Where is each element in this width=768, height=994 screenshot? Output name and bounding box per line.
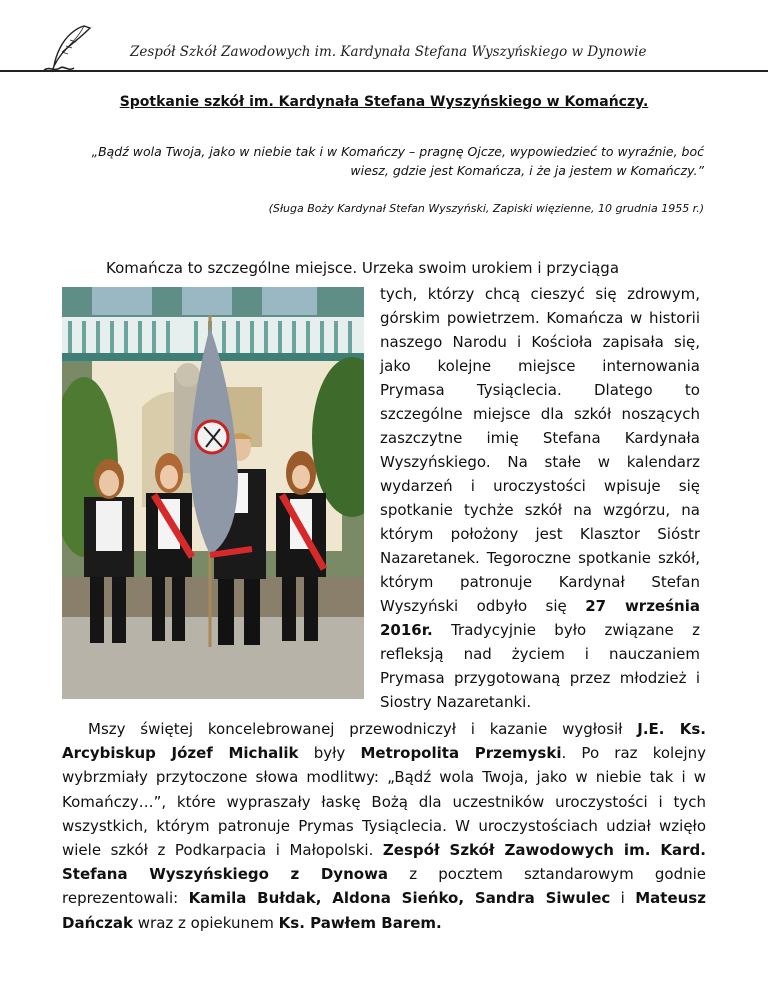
event-date: 27 września 2016r. <box>380 597 700 639</box>
epigraph-source: (Sługa Boży Kardynał Stefan Wyszyński, Zapiski więzienne, 10 grudnia 1955 r.) <box>268 202 704 215</box>
celebrant-name: J.E. Ks. Arcybiskup Józef Michalik <box>62 720 706 763</box>
student-names: Kamila Bułdak, Aldona Sieńko, Sandra Siwulec <box>188 889 611 908</box>
student-name-4: Mateusz Dańczak <box>62 889 706 932</box>
page-header <box>0 0 768 78</box>
epigraph-quote: „Bądź wola Twoja, jako w niebie tak i w Komańczy – pragnę Ojcze, wypowiedzieć to wyraźnie, boć wiesz, gdzie jest Komańcza, i że ja jestem w Komańczy.” <box>91 144 704 178</box>
guardian-name: Ks. Pawłem Barem. <box>278 913 442 932</box>
school-name: Zespół Szkół Zawodowych im. Kard. Stefana Wyszyńskiego z Dynowa <box>62 841 706 884</box>
header-divider <box>0 70 768 72</box>
paragraph-1-column: tych, którzy chcą cieszyć się zdrowym, górskim powietrzem. Komańcza w historii naszego Narodu i Kościoła zapisała się, jako kolejne miejsce internowania Prymasa Tysiąclecia. Dlatego to szczególne miejsce dla szkół noszących zaszczytne imię Stefana Kardynała Wyszyńskiego. Na stałe w kalendarz wydarzeń i uroczystości wpisuje się spotkanie tychże szkół na wzgórzu, na którym położony jest Klasztor Sióstr Nazaretanek. Tegoroczne spotkanie szkół, którym patronuje Kardynał Stefan Wyszyński odbyło się 27 września 2016r. Tradycyjnie było związane z refleksją nad życiem i nauczaniem Prymasa przygotowaną przez młodzież i Siostry Nazaretanki. <box>380 285 700 711</box>
paragraph-1-lead: Komańcza to szczególne miejsce. Urzeka swoim urokiem i przyciąga <box>106 259 620 277</box>
header-title: Zespół Szkół Zawodowych im. Kardynała Stefana Wyszyńskiego w Dynowie <box>130 44 647 60</box>
quill-pen-icon <box>40 22 102 76</box>
celebrant-title: Metropolita Przemyski <box>360 744 562 763</box>
article-title: Spotkanie szkół im. Kardynała Stefana Wyszyńskiego w Komańczy. <box>119 94 649 110</box>
paragraph-2: Mszy świętej koncelebrowanej przewodniczył i kazanie wygłosił J.E. Ks. Arcybiskup Józef Michalik były Metropolita Przemyski. Po raz kolejny wybrzmiały przytoczone słowa modlitwy: „Bądź wola Twoja, jako w niebie tak i w Komańczy…”, które wypraszały łaskę Bożą dla uczestników uroczystości i tych wszystkich, którym patronuje Prymas Tysiąclecia. W uroczystościach udział wzięło wiele szkół z Podkarpacia i Małopolski. Zespół Szkół Zawodowych im. Kard. Stefana Wyszyńskiego z Dynowa z pocztem sztandarowym godnie reprezentowali: Kamila Bułdak, Aldona Sieńko, Sandra Siwulec i Mateusz Dańczak wraz z opiekunem Ks. Pawłem Barem. <box>62 720 707 932</box>
group-photo <box>62 287 364 699</box>
